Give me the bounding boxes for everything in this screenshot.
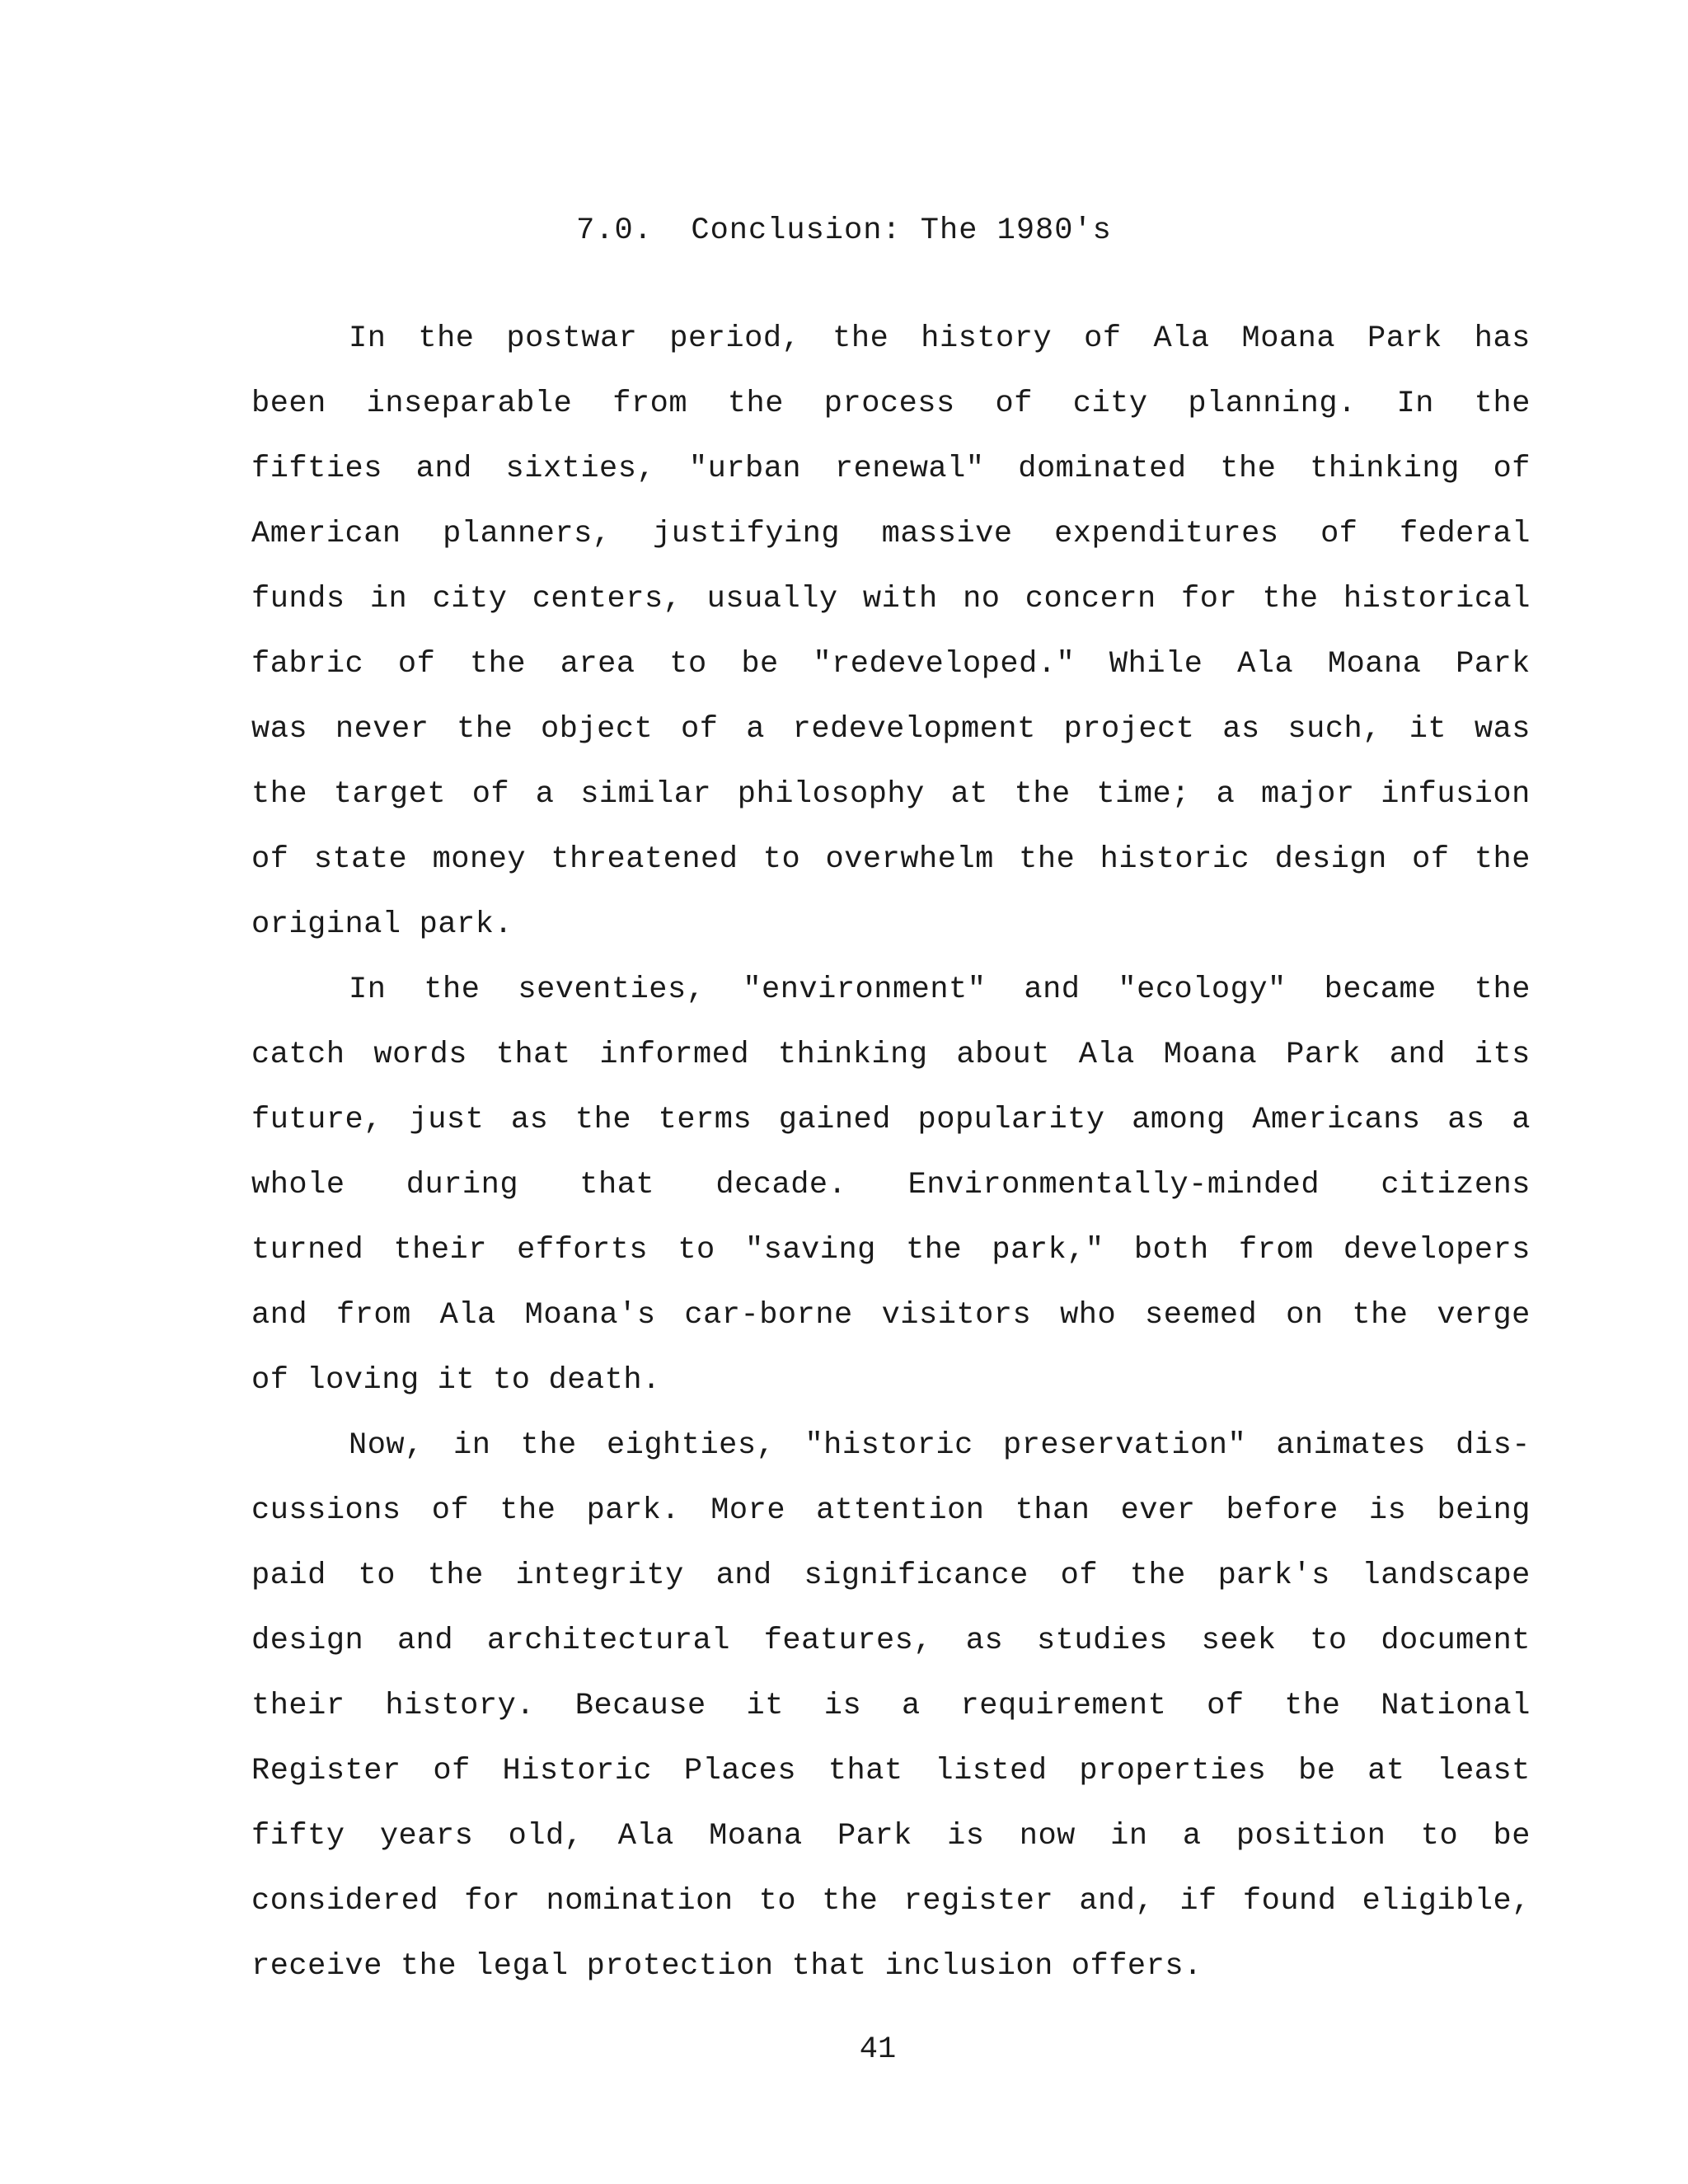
- word: city: [1072, 387, 1148, 421]
- word: before: [1226, 1493, 1339, 1528]
- word: thinking: [1310, 452, 1460, 486]
- word: Places: [683, 1754, 797, 1788]
- word: and: [1389, 1038, 1446, 1072]
- word: considered: [251, 1884, 439, 1919]
- word: such,: [1287, 712, 1381, 747]
- word: In: [349, 321, 387, 356]
- word: the: [499, 1493, 556, 1528]
- word: words: [373, 1038, 467, 1072]
- word: for: [1181, 582, 1238, 616]
- text-line: [251, 1674, 1531, 1739]
- word: of: [1084, 321, 1122, 356]
- word: among: [1132, 1103, 1226, 1137]
- word: verge: [1437, 1298, 1531, 1333]
- word: eighties,: [606, 1428, 776, 1463]
- word: of: [1412, 842, 1450, 877]
- word: the: [427, 1558, 484, 1593]
- word: time;: [1096, 777, 1190, 812]
- word: of: [251, 842, 289, 877]
- word: justifying: [653, 517, 841, 551]
- text-line: [251, 1739, 1531, 1804]
- word: to: [493, 1363, 531, 1398]
- word: the: [727, 387, 784, 421]
- word: National: [1381, 1689, 1531, 1723]
- word: as: [510, 1103, 549, 1137]
- word: to: [1310, 1624, 1348, 1658]
- paragraph-2: [251, 958, 1531, 1413]
- word: design: [1274, 842, 1387, 877]
- word: both: [1133, 1233, 1209, 1268]
- word: of: [995, 387, 1033, 421]
- word: significance: [804, 1558, 1029, 1593]
- word: of: [431, 1493, 470, 1528]
- word: nomination: [546, 1884, 734, 1919]
- word: history.: [385, 1689, 535, 1723]
- word: a: [1182, 1819, 1202, 1854]
- word: Moana's: [524, 1298, 656, 1333]
- word: integrity: [515, 1558, 684, 1593]
- text-line: [251, 1413, 1531, 1479]
- word: fabric: [251, 647, 364, 682]
- word: properties: [1079, 1754, 1267, 1788]
- text-line: [251, 1934, 1531, 1999]
- text-line: [251, 1283, 1531, 1348]
- word: the: [418, 321, 475, 356]
- word: period,: [669, 321, 801, 356]
- word: efforts: [517, 1233, 649, 1268]
- word: decade.: [715, 1168, 847, 1202]
- word: listed: [935, 1754, 1048, 1788]
- word: "redeveloped.": [813, 647, 1076, 682]
- text-line: [251, 502, 1531, 567]
- word: thinking: [777, 1038, 928, 1072]
- word: gained: [778, 1103, 891, 1137]
- text-line: [251, 893, 1531, 958]
- word: during: [406, 1168, 519, 1202]
- word: funds: [251, 582, 345, 616]
- word: of: [471, 777, 510, 812]
- word: position: [1236, 1819, 1386, 1854]
- word: history: [921, 321, 1053, 356]
- text-line: [251, 1348, 1531, 1413]
- word: never: [335, 712, 429, 747]
- word: seemed: [1145, 1298, 1258, 1333]
- word: the: [520, 1428, 577, 1463]
- word: Now,: [349, 1428, 424, 1463]
- word: and: [715, 1558, 772, 1593]
- word: Ala: [617, 1819, 674, 1854]
- word: dominated: [1018, 452, 1187, 486]
- word: More: [710, 1493, 786, 1528]
- text-line: [251, 697, 1531, 762]
- word: as: [1222, 712, 1260, 747]
- text-line: [251, 1218, 1531, 1283]
- word: attention: [816, 1493, 985, 1528]
- word: no: [963, 582, 1001, 616]
- word: the: [457, 712, 513, 747]
- word: has: [1474, 321, 1531, 356]
- body-text: [251, 307, 1531, 1999]
- word: Ala: [439, 1298, 496, 1333]
- text-line: [251, 958, 1531, 1023]
- word: was: [1474, 712, 1531, 747]
- word: their: [393, 1233, 487, 1268]
- word: register: [903, 1884, 1054, 1919]
- word: to: [1420, 1819, 1459, 1854]
- word: park's: [1217, 1558, 1330, 1593]
- word: is: [947, 1819, 985, 1854]
- word: architectural: [486, 1624, 730, 1658]
- word: a: [535, 777, 555, 812]
- word: state: [313, 842, 408, 877]
- word: about: [956, 1038, 1050, 1072]
- word: the: [1284, 1689, 1341, 1723]
- word: the: [1474, 387, 1531, 421]
- word: the: [469, 647, 527, 682]
- word: that: [828, 1754, 903, 1788]
- word: animates: [1276, 1428, 1426, 1463]
- word: historic: [1100, 842, 1250, 877]
- word: eligible,: [1362, 1884, 1531, 1919]
- word: the: [424, 972, 481, 1007]
- word: least: [1437, 1754, 1531, 1788]
- word: "environment": [743, 972, 987, 1007]
- word: Moana: [1327, 647, 1422, 682]
- word: and: [415, 452, 472, 486]
- word: the: [1474, 972, 1531, 1007]
- word: expenditures: [1054, 517, 1279, 551]
- word: from: [1238, 1233, 1314, 1268]
- word: than: [1015, 1493, 1090, 1528]
- word: the: [251, 777, 308, 812]
- word: Moana: [1241, 321, 1336, 356]
- word: money: [432, 842, 527, 877]
- word: as: [1447, 1103, 1485, 1137]
- word: the: [832, 321, 889, 356]
- word: and: [396, 1624, 454, 1658]
- word: found: [1242, 1884, 1337, 1919]
- word: "ecology": [1118, 972, 1287, 1007]
- word: American: [251, 517, 401, 551]
- word: from: [335, 1298, 411, 1333]
- text-line: [251, 437, 1531, 502]
- word: Because: [574, 1689, 706, 1723]
- word: area: [560, 647, 635, 682]
- word: just: [409, 1103, 485, 1137]
- word: document: [1381, 1624, 1531, 1658]
- word: ever: [1120, 1493, 1196, 1528]
- word: legal: [475, 1949, 569, 1984]
- word: planners,: [443, 517, 612, 551]
- text-line: [251, 1804, 1531, 1869]
- text-line: [251, 372, 1531, 437]
- word: overwhelm: [825, 842, 994, 877]
- text-line: [251, 827, 1531, 893]
- word: object: [541, 712, 654, 747]
- word: similar: [580, 777, 712, 812]
- word: paid: [251, 1558, 326, 1593]
- text-line: [251, 1088, 1531, 1153]
- word: to: [669, 647, 707, 682]
- word: be: [1298, 1754, 1336, 1788]
- word: of: [251, 1363, 289, 1398]
- word: design: [251, 1624, 364, 1658]
- text-line: [251, 1479, 1531, 1544]
- word: its: [1474, 1038, 1531, 1072]
- word: studies: [1036, 1624, 1168, 1658]
- word: requirement: [960, 1689, 1167, 1723]
- word: Ala: [1078, 1038, 1135, 1072]
- word: Americans: [1252, 1103, 1421, 1137]
- word: the: [1220, 452, 1277, 486]
- word: "urban: [688, 452, 802, 486]
- word: infusion: [1381, 777, 1531, 812]
- word: been: [251, 387, 326, 421]
- text-line: [251, 762, 1531, 827]
- word: major: [1261, 777, 1355, 812]
- word: developers: [1343, 1233, 1531, 1268]
- word: popularity: [917, 1103, 1105, 1137]
- word: a: [1216, 777, 1236, 812]
- word: became: [1324, 972, 1437, 1007]
- paragraph-3: [251, 1413, 1531, 1999]
- text-line: [251, 1869, 1531, 1934]
- word: in: [453, 1428, 491, 1463]
- word: renewal": [834, 452, 985, 486]
- word: Moana: [1163, 1038, 1258, 1072]
- word: car-borne: [684, 1298, 853, 1333]
- text-line: [251, 307, 1531, 372]
- word: in: [369, 582, 408, 616]
- word: preservation": [1003, 1428, 1247, 1463]
- word: loving: [307, 1363, 420, 1398]
- word: and,: [1079, 1884, 1155, 1919]
- word: of: [1207, 1689, 1245, 1723]
- word: receive: [251, 1949, 382, 1984]
- word: at: [1367, 1754, 1405, 1788]
- word: protection: [586, 1949, 774, 1984]
- word: from: [612, 387, 688, 421]
- word: to: [762, 842, 801, 877]
- word: Ala: [1153, 321, 1210, 356]
- word: In: [1396, 387, 1434, 421]
- word: Park: [837, 1819, 912, 1854]
- word: the: [1019, 842, 1076, 877]
- word: "historic: [804, 1428, 973, 1463]
- word: it: [1409, 712, 1447, 747]
- word: of: [1320, 517, 1358, 551]
- word: terms: [658, 1103, 753, 1137]
- word: concern: [1025, 582, 1156, 616]
- word: to: [678, 1233, 715, 1268]
- word: turned: [251, 1233, 364, 1268]
- word: being: [1437, 1493, 1531, 1528]
- word: and: [251, 1298, 308, 1333]
- word: fifties: [251, 452, 382, 486]
- word: whole: [251, 1168, 345, 1202]
- word: that: [579, 1168, 655, 1202]
- word: project: [1063, 712, 1195, 747]
- word: postwar: [506, 321, 638, 356]
- word: process: [823, 387, 955, 421]
- section-heading: 7.0. Conclusion: The 1980's: [576, 213, 1112, 248]
- word: park,": [992, 1233, 1104, 1268]
- word: of: [681, 712, 719, 747]
- word: Moana: [709, 1819, 803, 1854]
- word: citizens: [1381, 1168, 1531, 1202]
- word: catch: [251, 1038, 345, 1072]
- word: as: [965, 1624, 1004, 1658]
- word: informed: [599, 1038, 750, 1072]
- word: years: [379, 1819, 474, 1854]
- word: a: [902, 1689, 921, 1723]
- word: In: [349, 972, 387, 1007]
- text-line: [251, 1609, 1531, 1674]
- word: Environmentally-minded: [907, 1168, 1320, 1202]
- page-number: 41: [859, 2032, 897, 2067]
- word: was: [251, 712, 308, 747]
- word: features,: [763, 1624, 933, 1658]
- word: and: [1024, 972, 1081, 1007]
- text-line: [251, 1023, 1531, 1088]
- word: death.: [548, 1363, 661, 1398]
- word: for: [464, 1884, 521, 1919]
- word: inclusion: [884, 1949, 1053, 1984]
- word: landscape: [1362, 1558, 1531, 1593]
- word: fifty: [251, 1819, 345, 1854]
- word: park.: [586, 1493, 681, 1528]
- word: Park: [1286, 1038, 1361, 1072]
- word: of: [1060, 1558, 1099, 1593]
- word: future,: [251, 1103, 382, 1137]
- word: their: [251, 1689, 345, 1723]
- word: offers.: [1071, 1949, 1203, 1984]
- word: that: [791, 1949, 867, 1984]
- word: in: [1110, 1819, 1148, 1854]
- word: federal: [1400, 517, 1531, 551]
- word: is: [823, 1689, 862, 1723]
- paragraph-1: [251, 307, 1531, 958]
- word: the: [1262, 582, 1319, 616]
- word: be: [1493, 1819, 1531, 1854]
- word: city: [432, 582, 508, 616]
- word: a: [1512, 1103, 1531, 1137]
- word: park.: [419, 907, 513, 942]
- word: at: [950, 777, 988, 812]
- text-line: [251, 632, 1531, 697]
- word: target: [333, 777, 447, 812]
- text-line: [251, 1544, 1531, 1609]
- word: Park: [1367, 321, 1442, 356]
- word: usually: [706, 582, 838, 616]
- word: original: [251, 907, 401, 942]
- word: of: [397, 647, 436, 682]
- word: Register: [251, 1754, 401, 1788]
- word: that: [495, 1038, 571, 1072]
- word: planning.: [1188, 387, 1357, 421]
- word: visitors: [881, 1298, 1032, 1333]
- word: of: [1493, 452, 1531, 486]
- word: historical: [1343, 582, 1531, 616]
- word: now: [1019, 1819, 1076, 1854]
- word: inseparable: [366, 387, 573, 421]
- word: seventies,: [518, 972, 706, 1007]
- word: is: [1368, 1493, 1407, 1528]
- word: who: [1060, 1298, 1117, 1333]
- word: the: [822, 1884, 879, 1919]
- text-line: [251, 1153, 1531, 1218]
- word: Historic: [502, 1754, 653, 1788]
- word: with: [862, 582, 938, 616]
- word: dis-: [1456, 1428, 1531, 1463]
- text-line: [251, 567, 1531, 632]
- word: to: [758, 1884, 797, 1919]
- word: centers,: [532, 582, 682, 616]
- word: the: [1129, 1558, 1186, 1593]
- word: if: [1179, 1884, 1217, 1919]
- word: old,: [508, 1819, 584, 1854]
- word: Ala: [1237, 647, 1294, 682]
- word: Park: [1456, 647, 1531, 682]
- word: it: [746, 1689, 784, 1723]
- word: the: [1474, 842, 1531, 877]
- word: on: [1286, 1298, 1324, 1333]
- word: redevelopment: [792, 712, 1036, 747]
- word: the: [400, 1949, 457, 1984]
- word: sixties,: [505, 452, 656, 486]
- word: cussions: [251, 1493, 401, 1528]
- word: be: [741, 647, 779, 682]
- word: philosophy: [737, 777, 925, 812]
- word: it: [437, 1363, 476, 1398]
- word: seek: [1201, 1624, 1277, 1658]
- word: the: [906, 1233, 963, 1268]
- word: the: [574, 1103, 632, 1137]
- word: the: [1352, 1298, 1409, 1333]
- word: threatened: [551, 842, 738, 877]
- word: the: [1014, 777, 1071, 812]
- word: massive: [881, 517, 1013, 551]
- word: While: [1109, 647, 1203, 682]
- word: "saving: [744, 1233, 876, 1268]
- word: to: [358, 1558, 396, 1593]
- word: of: [433, 1754, 471, 1788]
- word: a: [746, 712, 765, 747]
